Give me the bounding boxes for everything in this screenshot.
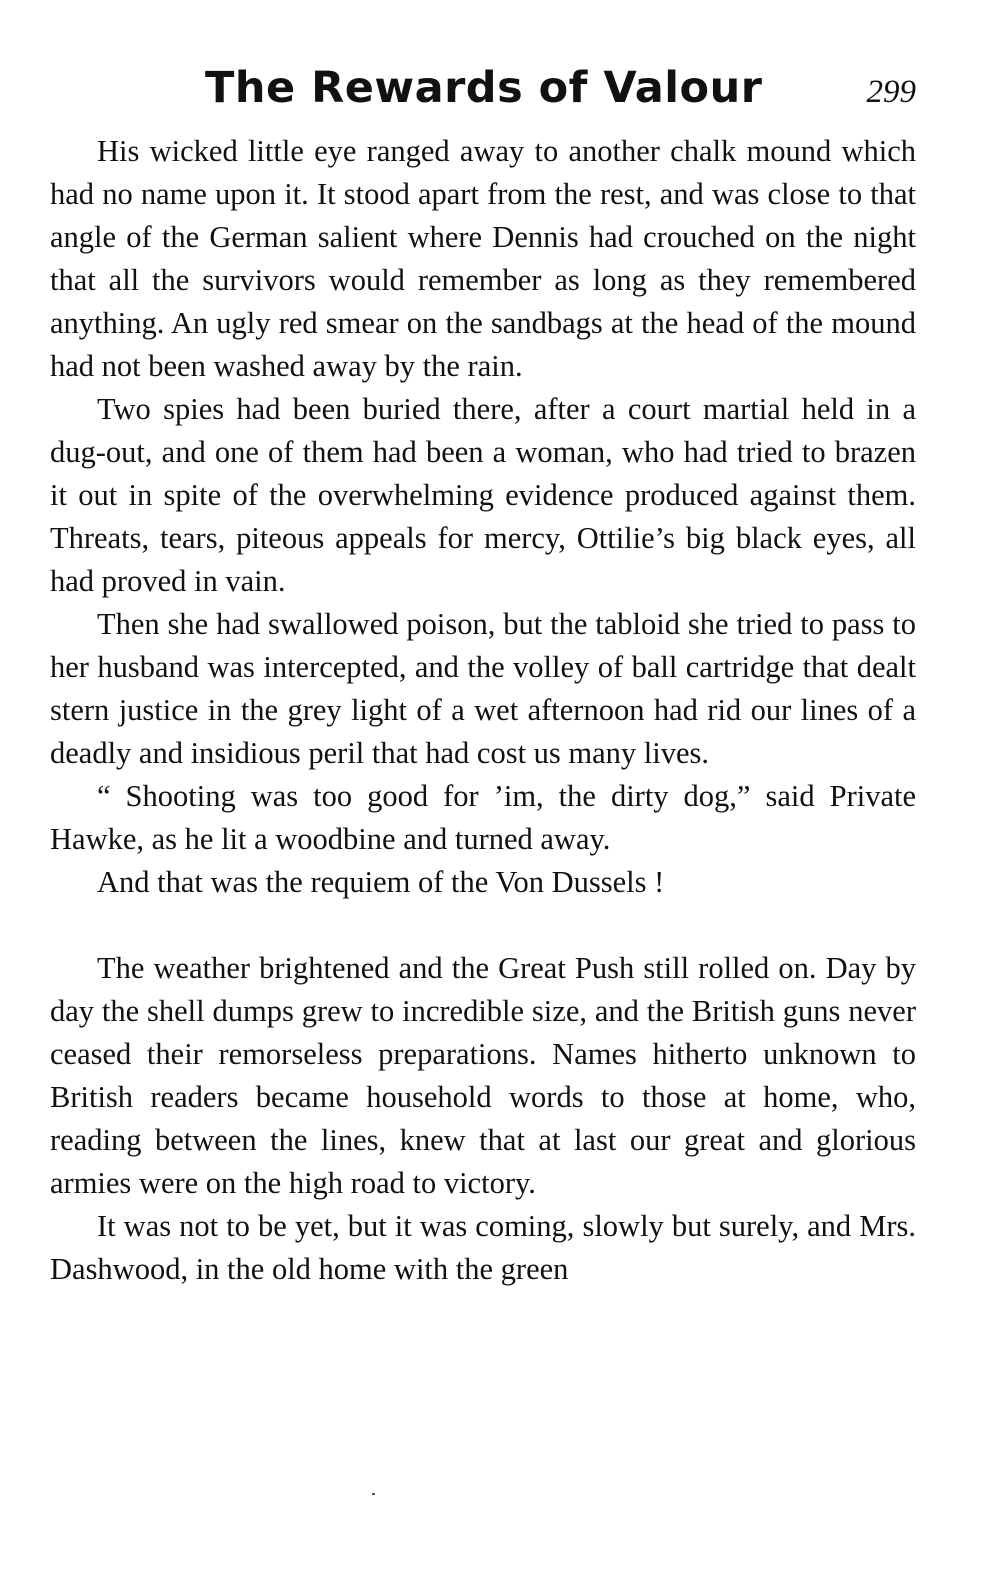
paragraph-4: “ Shooting was too good for ’im, the dirty dog,” said Private Hawke, as he lit a woodbine and turned away. <box>50 779 916 856</box>
running-title: The Rewards of Valour <box>205 63 763 113</box>
paragraph-7: It was not to be yet, but it was coming, slowly but surely, and Mrs. Dashwood, in the old home with the green <box>50 1209 916 1286</box>
paragraph-6: The weather brightened and the Great Push still rolled on. Day by day the shell dumps grew to incredible size, and the British guns never ceased their remorseless preparations. Names hitherto unknown to British readers became household words to those at home, who, reading between the lines, knew that at last our great and glorious armies were on the high road to victory. <box>50 951 916 1200</box>
page-number: 299 <box>866 74 916 110</box>
section-break <box>50 904 916 947</box>
body-text <box>50 130 916 1291</box>
running-head <box>50 58 916 118</box>
paragraph-5: And that was the requiem of the Von Dussels ! <box>97 865 665 899</box>
paragraph-1: His wicked little eye ranged away to another chalk mound which had no name upon it. It stood apart from the rest, and was close to that angle of the German salient where Dennis had crouched on the night that all the survivors would remember as long as they remembered anything. An ugly red smear on the sandbags at the head of the mound had not been washed away by the rain. <box>50 134 916 383</box>
paragraph-2: Two spies had been buried there, after a court martial held in a dug-out, and one of them had been a woman, who had tried to brazen it out in spite of the overwhelming evidence produced against them. Threats, tears, piteous appeals for mercy, Ottilie’s big black eyes, all had proved in vain. <box>50 392 916 598</box>
stray-ink-mark <box>372 1493 375 1495</box>
paragraph-3: Then she had swallowed poison, but the tabloid she tried to pass to her husband was intercepted, and the volley of ball cartridge that dealt stern justice in the grey light of a wet afternoon had rid our lines of a deadly and insidious peril that had cost us many lives. <box>50 607 916 770</box>
